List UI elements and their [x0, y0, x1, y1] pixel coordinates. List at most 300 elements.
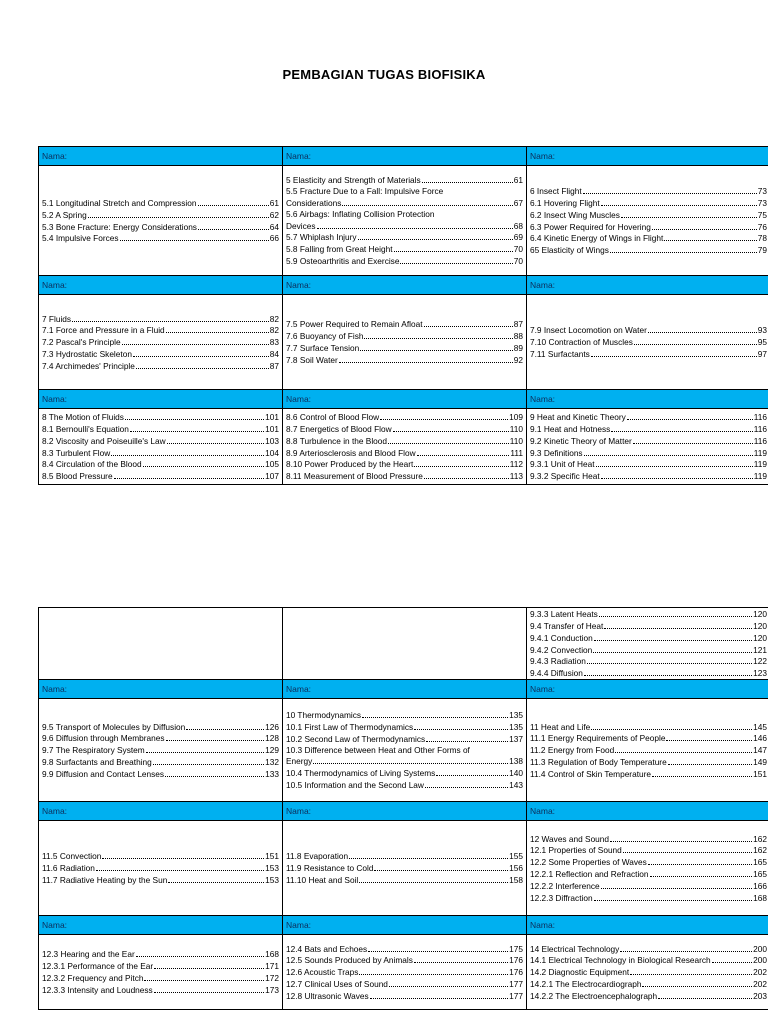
toc-entry [286, 186, 523, 197]
dot-leader [426, 733, 508, 742]
toc-entry [286, 197, 523, 209]
page-number: 73 [757, 186, 767, 197]
dot-leader [583, 185, 757, 194]
entry-title: 11 Heat and Life [530, 721, 591, 732]
toc-entry [286, 966, 523, 978]
dot-leader [133, 348, 269, 357]
dot-leader [627, 411, 753, 420]
page-number: 95 [757, 337, 767, 348]
toc-entry [530, 732, 767, 744]
topics-row [39, 295, 768, 390]
dot-leader [594, 892, 753, 901]
page-number: 113 [509, 471, 523, 482]
page-number: 146 [753, 733, 767, 744]
entry-title: 6.4 Kinetic Energy of Wings in Flight [530, 233, 664, 244]
dot-leader [166, 324, 269, 333]
dot-leader [425, 779, 508, 788]
toc-entry [530, 868, 767, 880]
dot-leader [198, 221, 269, 230]
page-number: 166 [753, 880, 767, 891]
dot-leader [658, 990, 752, 999]
page-number: 128 [265, 733, 279, 744]
entry-title: 9.6 Diffusion through Membranes [42, 733, 165, 744]
topics-cell [39, 935, 283, 1010]
toc-entry [42, 209, 279, 221]
toc-entry [286, 779, 523, 791]
page-number: 116 [753, 435, 767, 446]
dot-leader [349, 850, 508, 859]
dot-leader [125, 411, 264, 420]
page-number: 61 [269, 197, 279, 208]
entry-title: 5.7 Whiplash Injury [286, 232, 357, 243]
toc-entry [286, 318, 523, 330]
dot-leader [594, 632, 752, 641]
toc-entry [42, 721, 279, 733]
toc-entry [530, 209, 767, 221]
toc-entry [42, 447, 279, 459]
toc-entry [286, 220, 523, 232]
dot-leader [393, 423, 509, 432]
toc-entry [286, 342, 523, 354]
nama-label: Nama: [527, 802, 768, 821]
toc-entry [530, 232, 767, 244]
toc-entry [286, 458, 523, 470]
dot-leader [652, 221, 757, 230]
dot-leader [621, 209, 757, 218]
toc-entry [530, 336, 767, 348]
entry-title: 14.2.2 The Electroencephalograph [530, 990, 658, 1001]
page-number: 129 [265, 745, 279, 756]
entry-title: 6.2 Insect Wing Muscles [530, 209, 620, 220]
toc-entry [530, 990, 767, 1002]
page-number: 165 [753, 857, 767, 868]
page-number: 70 [513, 255, 523, 266]
page-number: 76 [757, 221, 767, 232]
toc-entry [530, 435, 767, 447]
dot-leader [591, 721, 752, 730]
dot-leader [317, 220, 513, 229]
entry-title: 12.3.2 Frequency and Pitch [42, 973, 144, 983]
entry-title: 8.2 Viscosity and Poiseuille's Law [42, 435, 166, 446]
dot-leader [424, 470, 509, 479]
toc-entry [530, 768, 767, 780]
toc-entry [42, 972, 279, 984]
entry-title: 11.3 Regulation of Body Temperature [530, 756, 667, 767]
entry-title: Energy [286, 756, 313, 767]
entry-title: 8.4 Circulation of the Blood [42, 459, 142, 470]
toc-entry [530, 411, 767, 423]
entry-title: 10 Thermodynamics [286, 710, 362, 721]
page-number: 172 [265, 973, 279, 983]
entry-title: 9.4.2 Convection [530, 644, 593, 655]
page-number: 61 [513, 175, 523, 186]
entry-title: 8.7 Energetics of Blood Flow [286, 423, 392, 434]
dot-leader [666, 732, 752, 741]
nama-label: Nama: [39, 276, 283, 295]
page-number: 177 [509, 990, 523, 1001]
entry-title: 12.2.3 Diffraction [530, 892, 593, 903]
dot-leader [368, 943, 508, 952]
dot-leader [388, 435, 509, 444]
entry-title: 9.4.4 Diffusion [530, 668, 583, 679]
nama-label: Nama: [283, 390, 527, 409]
nama-label: Nama: [527, 916, 768, 935]
dot-leader [664, 232, 756, 241]
dot-leader [648, 324, 757, 333]
entry-title: 11.2 Energy from Food [530, 745, 615, 756]
topics-cell [527, 295, 768, 390]
toc-entry [530, 954, 767, 966]
toc-entry [530, 721, 767, 733]
page-number: 109 [509, 412, 523, 423]
dot-leader [634, 336, 757, 345]
toc-entry [42, 313, 279, 325]
topics-cell [527, 166, 768, 276]
entry-title: 14.2.1 The Electrocardiograph [530, 978, 642, 989]
entry-title: 12.2 Some Properties of Waves [530, 857, 647, 868]
page-number: 153 [265, 874, 279, 885]
toc-entry [286, 850, 523, 862]
page-number: 101 [265, 423, 279, 434]
entry-title: 9.4.1 Conduction [530, 632, 593, 643]
page-number: 149 [753, 756, 767, 767]
dot-leader [593, 644, 752, 653]
toc-entry [530, 744, 767, 756]
dot-leader [359, 874, 508, 883]
entry-title: 5 Elasticity and Strength of Materials [286, 175, 421, 186]
dot-leader [414, 954, 508, 963]
toc-entry [530, 966, 767, 978]
page-number: 203 [753, 990, 767, 1001]
page-number: 151 [265, 851, 279, 862]
nama-label: Nama: [39, 802, 283, 821]
entry-title: 5.5 Fracture Due to a Fall: Impulsive Force [286, 186, 444, 197]
dot-leader [136, 948, 264, 957]
topics-cell [283, 821, 527, 916]
entry-title: 9.3.3 Latent Heats [530, 609, 598, 620]
entry-title: 7.5 Power Required to Remain Afloat [286, 319, 423, 330]
page-number: 68 [513, 220, 523, 231]
nama-label: Nama: [527, 390, 768, 409]
entry-title: 6.3 Power Required for Hovering [530, 221, 651, 232]
nama-label: Nama: [39, 390, 283, 409]
entry-title: 7.6 Buoyancy of Fish [286, 331, 364, 342]
entry-title: 10.4 Thermodynamics of Living Systems [286, 768, 436, 779]
page-number: 176 [509, 967, 523, 978]
page-number: 83 [269, 337, 279, 348]
dot-leader [114, 470, 265, 479]
dot-leader [587, 655, 752, 664]
page-number: 177 [509, 978, 523, 989]
entry-title: 7.3 Hydrostatic Skeleton [42, 348, 132, 359]
entry-title: 7.1 Force and Pressure in a Fluid [42, 325, 165, 336]
toc-entry [530, 655, 767, 667]
dot-leader [422, 174, 513, 183]
nama-label: Nama: [39, 680, 283, 699]
dot-leader [364, 330, 512, 339]
entry-title: 8.1 Bernoulli's Equation [42, 423, 129, 434]
dot-leader [604, 620, 752, 629]
toc-entry [530, 756, 767, 768]
toc-entry [42, 756, 279, 768]
toc-entry [42, 232, 279, 244]
dot-leader [153, 756, 264, 765]
entry-title: 12.3.1 Performance of the Ear [42, 961, 154, 972]
page-number: 70 [513, 244, 523, 255]
toc-entry [530, 447, 767, 459]
nama-row [39, 147, 768, 166]
entry-title: 9.1 Heat and Hotness [530, 423, 611, 434]
page-number: 112 [509, 459, 523, 470]
dot-leader [601, 197, 757, 206]
entry-title: 12.5 Sounds Produced by Animals [286, 955, 413, 966]
page-number: 84 [269, 348, 279, 359]
toc-entry [286, 755, 523, 767]
entry-title: 7.4 Archimedes' Principle [42, 360, 135, 371]
page-number: 120 [753, 620, 767, 631]
toc-entry [42, 411, 279, 423]
dot-leader [610, 833, 752, 842]
page-number: 162 [753, 845, 767, 856]
dot-leader [596, 458, 753, 467]
toc-entry [42, 768, 279, 780]
entry-title: 12.6 Acoustic Traps [286, 967, 359, 978]
dot-leader [198, 197, 269, 206]
entry-title: 12.8 Ultrasonic Waves [286, 990, 369, 1001]
toc-entry [530, 943, 767, 955]
entry-title: 65 Elasticity of Wings [530, 245, 609, 256]
nama-label: Nama: [283, 147, 527, 166]
toc-entry [286, 978, 523, 990]
nama-label: Nama: [527, 147, 768, 166]
dot-leader [417, 447, 510, 456]
entry-title: 7.9 Insect Locomotion on Water [530, 325, 647, 336]
dot-leader [623, 844, 752, 853]
entry-title: Considerations [286, 197, 342, 208]
toc-entry [42, 458, 279, 470]
page-number: 135 [509, 710, 523, 721]
entry-title: 6.1 Hovering Flight [530, 197, 600, 208]
toc-entry [530, 221, 767, 233]
entry-title: 11.6 Radiation [42, 863, 95, 874]
entry-title: 5.3 Bone Fracture: Energy Considerations [42, 221, 197, 232]
toc-entry [42, 850, 279, 862]
nama-label: Nama: [39, 916, 283, 935]
page-number: 155 [509, 851, 523, 862]
topics-cell [527, 409, 768, 485]
page-number: 175 [509, 943, 523, 954]
nama-label: Nama: [283, 680, 527, 699]
page-number: 200 [753, 955, 767, 966]
toc-entry [42, 197, 279, 209]
entry-title: 9 Heat and Kinetic Theory [530, 412, 626, 423]
page-number: 123 [753, 668, 767, 679]
page-number: 79 [757, 245, 767, 256]
topics-cell [39, 166, 283, 276]
entry-title: 10.2 Second Law of Thermodynamics [286, 733, 426, 744]
toc-entry [530, 844, 767, 856]
dot-leader [380, 411, 508, 420]
entry-title: 11.4 Control of Skin Temperature [530, 768, 651, 779]
dot-leader [111, 447, 264, 456]
entry-title: 11.5 Convection [42, 851, 102, 862]
entry-title: 11.9 Resistance to Cold [286, 863, 374, 874]
dot-leader [599, 608, 752, 617]
page-number: 88 [513, 331, 523, 342]
entry-title: 12.2.2 Interference [530, 880, 600, 891]
entry-title: 9.7 The Respiratory System [42, 745, 145, 756]
toc-entry [530, 470, 767, 482]
page-number: 173 [265, 984, 279, 995]
entry-title: 9.4.3 Radiation [530, 656, 586, 667]
entry-title: 12.2.1 Reflection and Refraction [530, 869, 649, 879]
topics-cell [39, 821, 283, 916]
dot-leader [167, 435, 265, 444]
toc-entry [286, 709, 523, 721]
toc-entry [286, 435, 523, 447]
entry-title: 7.2 Pascal's Principle [42, 337, 121, 348]
entry-title: 5.6 Airbags: Inflating Collision Protection [286, 208, 435, 219]
dot-leader [601, 880, 753, 889]
entry-title: 14.2 Diagnostic Equipment [530, 967, 630, 978]
toc-entry [530, 348, 767, 360]
page-number: 93 [757, 325, 767, 336]
toc-entry [530, 458, 767, 470]
page-number: 145 [753, 721, 767, 732]
toc-entry [530, 978, 767, 990]
page-number: 89 [513, 343, 523, 353]
dot-leader [652, 768, 752, 777]
page-number: 87 [269, 360, 279, 371]
page-number: 168 [265, 949, 279, 960]
page-number: 116 [753, 423, 767, 434]
toc-entry [286, 231, 523, 243]
entry-title: 9.8 Surfactants and Breathing [42, 756, 152, 767]
page-number: 105 [265, 459, 279, 470]
page-number: 104 [265, 447, 279, 458]
toc-entry [286, 745, 523, 756]
dot-leader [414, 458, 508, 467]
page-number: 116 [753, 412, 767, 423]
toc-entry [530, 244, 767, 256]
dot-leader [668, 756, 752, 765]
topics-row [39, 409, 768, 485]
entry-title: 5.1 Longitudinal Stretch and Compression [42, 197, 197, 208]
dot-leader [584, 447, 753, 456]
entry-title: 8.5 Blood Pressure [42, 471, 113, 482]
page-number: 119 [753, 447, 767, 458]
nama-row [39, 802, 768, 821]
page-number: 66 [269, 233, 279, 244]
page-number: 153 [265, 863, 279, 874]
dot-leader [342, 197, 512, 206]
assignment-table-2 [38, 607, 768, 1010]
toc-entry [286, 943, 523, 955]
toc-entry [530, 185, 767, 197]
dot-leader [584, 667, 752, 676]
page-number: 143 [509, 779, 523, 790]
dot-leader [144, 972, 264, 981]
dot-leader [712, 954, 753, 963]
entry-title: 10.3 Difference between Heat and Other Forms of [286, 744, 470, 755]
page-number: 200 [753, 943, 767, 954]
entry-title: 9.9 Diffusion and Contact Lenses [42, 768, 165, 779]
entry-title: 12.3.3 Intensity and Loudness [42, 984, 153, 995]
entry-title: 11.7 Radiative Heating by the Sun [42, 874, 168, 885]
dot-leader [620, 943, 752, 952]
dot-leader [360, 342, 513, 351]
entry-title: 11.10 Heat and Soil [286, 874, 359, 885]
nama-label: Nama: [283, 802, 527, 821]
dot-leader [359, 966, 508, 975]
topics-cell [39, 699, 283, 802]
nama-label: Nama: [39, 147, 283, 166]
page-title: PEMBAGIAN TUGAS BIOFISIKA [282, 67, 486, 82]
toc-entry [286, 733, 523, 745]
toc-entry [530, 892, 767, 904]
toc-entry [286, 354, 523, 366]
page-number: 171 [265, 961, 279, 972]
entry-title: 10.5 Information and the Second Law [286, 779, 424, 790]
page-number: 110 [509, 435, 523, 446]
page-number: 140 [509, 768, 523, 779]
page-number: 202 [753, 967, 767, 978]
topics-row [39, 166, 768, 276]
topics-cell [283, 295, 527, 390]
page-number: 137 [509, 733, 523, 744]
toc-entry [530, 324, 767, 336]
dot-leader [122, 336, 269, 345]
toc-entry [286, 470, 523, 482]
dot-leader [130, 423, 264, 432]
dot-leader [436, 767, 508, 776]
toc-entry [42, 960, 279, 972]
dot-leader [630, 966, 752, 975]
topics-cell [527, 821, 768, 916]
entry-title: 7.7 Surface Tension [286, 343, 360, 353]
entry-title: 12.3 Hearing and the Ear [42, 949, 135, 960]
page-number: 133 [265, 768, 279, 779]
toc-entry [42, 732, 279, 744]
toc-entry [286, 447, 523, 459]
toc-entry [42, 862, 279, 874]
page-number: 122 [753, 656, 767, 667]
page-number: 87 [513, 319, 523, 330]
entry-title: 8.6 Control of Blood Flow [286, 412, 380, 423]
toc-entry [42, 221, 279, 233]
nama-row [39, 916, 768, 935]
dot-leader [374, 862, 508, 871]
entry-title: 11.8 Evaporation [286, 851, 349, 862]
dot-leader [339, 354, 513, 363]
page-number: 156 [509, 863, 523, 874]
page-number: 69 [513, 232, 523, 243]
entry-title: 9.2 Kinetic Theory of Matter [530, 435, 632, 446]
dot-leader [611, 423, 753, 432]
page-number: 126 [265, 721, 279, 732]
dot-leader [370, 990, 508, 999]
page-number: 75 [757, 209, 767, 220]
entry-title: 7.11 Surfactants [530, 348, 590, 359]
entry-title: 7.8 Soil Water [286, 354, 338, 365]
dot-leader [400, 255, 512, 264]
dot-leader [313, 755, 508, 764]
toc-entry [286, 767, 523, 779]
page-number: 119 [753, 459, 767, 470]
dot-leader [642, 978, 752, 987]
toc-entry [286, 874, 523, 886]
page-number: 120 [753, 632, 767, 643]
